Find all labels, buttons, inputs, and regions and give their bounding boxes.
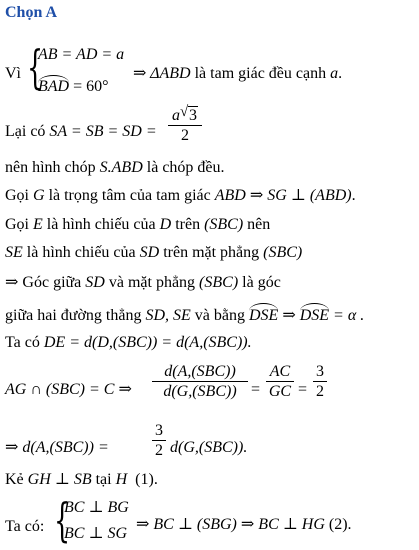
fraction-bar: [313, 381, 327, 382]
line-5-var2: D: [159, 216, 172, 233]
sqrt-sign-icon: √: [180, 104, 189, 120]
angle-dse-1: DSE: [248, 307, 279, 324]
angle-bad: BAD: [38, 78, 70, 95]
line-11-left: ⇒ d(A,(SBC)) =: [5, 439, 109, 456]
line-5-mid2: trên: [175, 216, 201, 233]
line-8: [5, 306, 364, 326]
line-7-t3: là góc: [242, 274, 281, 291]
fraction-bar: [266, 381, 294, 382]
line-12-mid: tại: [95, 471, 112, 488]
line-8-var: SD, SE: [145, 307, 191, 324]
line-5: [5, 215, 270, 235]
brace-2: {: [54, 493, 71, 547]
line-1-label: Vì: [5, 65, 21, 82]
fraction-numerator: [168, 106, 202, 124]
line-4-var: G: [33, 187, 45, 204]
fraction-bar: [152, 440, 166, 441]
line-12-expr: GH ⊥ SB: [27, 471, 92, 488]
fraction-b-2: 2: [155, 442, 163, 459]
answer-heading: Chọn A: [5, 4, 58, 21]
line-1-text: là tam giác đều cạnh: [194, 65, 327, 82]
line-5-var: E: [33, 216, 43, 233]
line-4-mid: là trọng tâm của tam giác: [48, 187, 211, 204]
line-1-dot: .: [338, 65, 343, 82]
sqrt: [180, 106, 198, 124]
line-12-tag: (1).: [135, 471, 158, 488]
line-12-pre: Kẻ: [5, 471, 24, 488]
brace-1: {: [27, 40, 44, 94]
fraction-b-3: 3: [155, 422, 163, 439]
line-8-alpha: = α .: [333, 307, 365, 324]
line-4-pre: Gọi: [5, 187, 29, 204]
line-7-t1: Góc giữa: [22, 274, 82, 291]
equals-2: =: [298, 381, 308, 398]
numerator-a: a: [172, 107, 180, 124]
line-8-t2: và bằng: [194, 307, 245, 324]
line-13-conclusion: [136, 515, 352, 535]
line-5-pre: Gọi: [5, 216, 29, 233]
line-5-expr: (SBC): [204, 216, 244, 233]
fraction-bar: [168, 125, 202, 126]
line-6-var: SE: [5, 244, 23, 261]
line-6-mid: là hình chiếu của: [26, 244, 136, 261]
equals-1: =: [251, 381, 261, 398]
radicand: 3: [189, 107, 197, 124]
fraction-3: 3: [316, 363, 324, 380]
line-3-post: là chóp đều.: [146, 159, 225, 176]
line-7-implication: ⇒: [5, 274, 19, 291]
system-1-row-1: AB = AD = a: [38, 46, 125, 63]
system-1-row-2: [38, 78, 109, 96]
system-2-row-1: BC ⊥ BG: [64, 499, 129, 516]
fraction-distance-numerator: d(A,(SBC)): [164, 363, 236, 380]
line-7-t2: và mặt phẳng: [108, 274, 196, 291]
line-6-var2: SD: [139, 244, 160, 261]
fraction-a-sqrt3-over-2: [168, 106, 202, 144]
line-3: [5, 158, 225, 178]
line-6-mid2: trên mặt phẳng: [163, 244, 260, 261]
system-2-row-2: BC ⊥ SG: [64, 525, 128, 542]
fraction-ac-gc: [266, 363, 294, 400]
fraction-gc: GC: [268, 383, 292, 400]
line-9-expr: DE = d(D,(SBC)) = d(A,(SBC)).: [43, 334, 252, 351]
line-7-expr: (SBC): [199, 274, 239, 291]
line-7: [5, 273, 281, 293]
fraction-3-2: [313, 363, 327, 400]
line-12-var: H: [115, 471, 128, 488]
line-7-var: SD: [85, 274, 105, 291]
line-3-var: S.ABD: [99, 159, 143, 176]
line-4-var2: ABD: [214, 187, 246, 204]
fraction-distance-ratio: [152, 363, 248, 400]
line-11-right: d(G,(SBC)).: [170, 439, 248, 456]
line-2-expr: SA = SB = SD =: [49, 123, 157, 140]
fraction-ac: AC: [269, 363, 291, 380]
fraction-distance-denominator: d(G,(SBC)): [163, 383, 237, 400]
line-4: [5, 186, 356, 206]
angle-dse-2: DSE: [299, 307, 330, 324]
line-13-expr: ⇒ BC ⊥ (SBG) ⇒ BC ⊥ HG: [136, 516, 325, 533]
fraction-2: 2: [316, 383, 324, 400]
line-12: [5, 470, 158, 490]
line-9-pre: Ta có: [5, 334, 40, 351]
line-1-var: a: [330, 65, 339, 82]
fraction-3-2-b: [152, 422, 166, 459]
line-10-left: AG ∩ (SBC) = C ⇒: [5, 381, 132, 398]
line-2: [5, 122, 157, 142]
line-1-conclusion: [133, 64, 342, 84]
line-8-implication: ⇒: [282, 307, 296, 324]
line-4-expr: ⇒ SG ⊥ (ABD): [249, 187, 352, 204]
line-5-mid: là hình chiếu của: [46, 216, 156, 233]
line-2-pre: Lại có: [5, 123, 46, 140]
line-6: [5, 243, 302, 263]
line-5-post: nên: [247, 216, 271, 233]
fraction-bar: [152, 381, 248, 382]
fraction-denominator: 2: [181, 127, 189, 144]
line-3-pre: nên hình chóp: [5, 159, 96, 176]
line-6-expr: (SBC): [263, 244, 303, 261]
line-8-t1: giữa hai đường thẳng: [5, 307, 142, 324]
line-13-label: Ta có:: [5, 518, 45, 535]
line-9: [5, 333, 252, 353]
line-4-dot: .: [351, 187, 356, 204]
line-13-tag: (2).: [328, 516, 352, 533]
angle-bad-value: = 60°: [73, 78, 109, 95]
line-1-implication: ⇒ ΔABD: [133, 65, 191, 82]
